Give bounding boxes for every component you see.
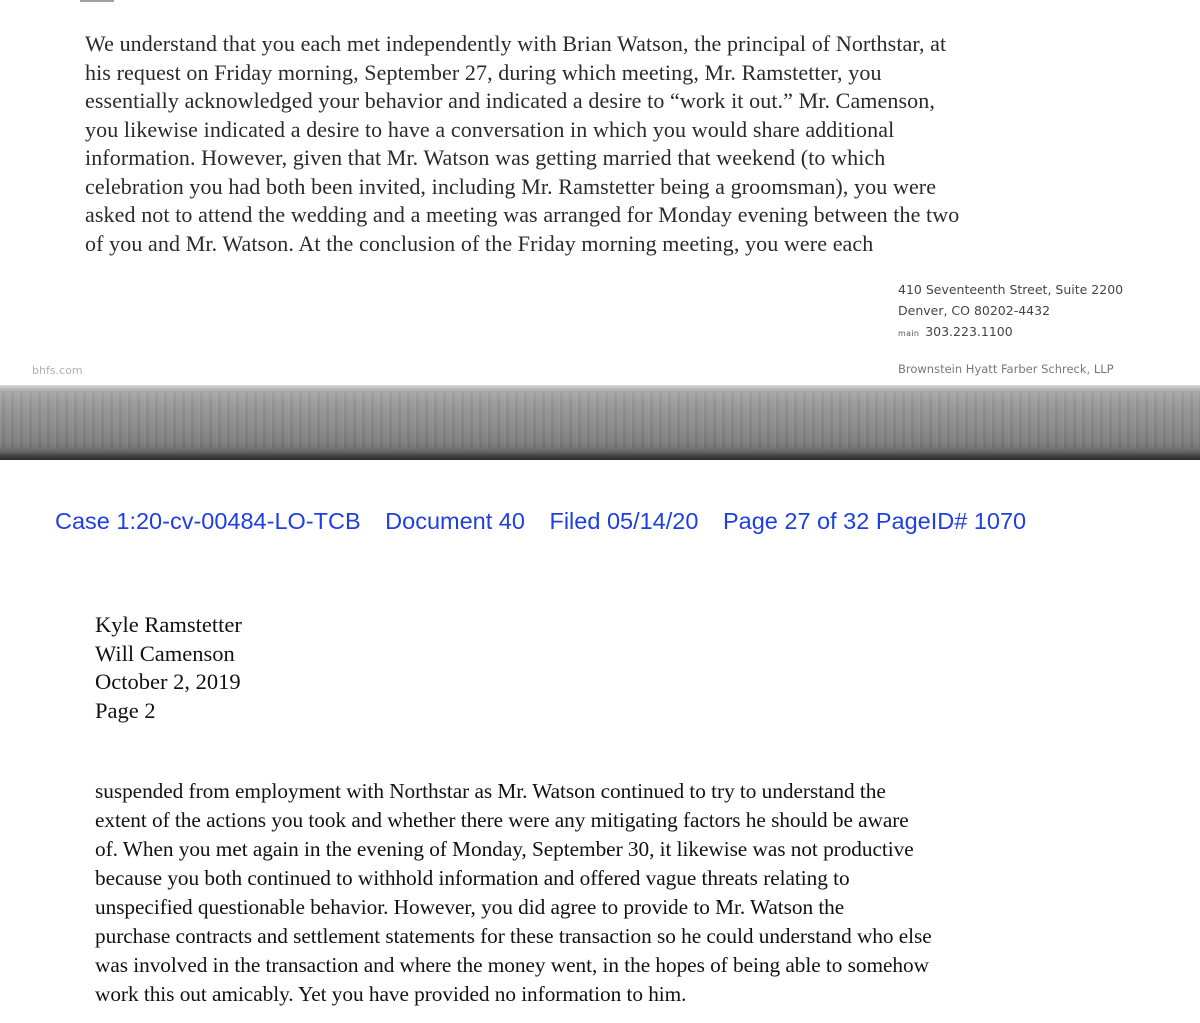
paragraph-line: because you both continued to withhold information and offered vague threats relating to <box>95 866 850 890</box>
firm-name: Brownstein Hyatt Farber Schreck, LLP <box>898 362 1114 376</box>
paragraph-line: We understand that you each met independently with Brian Watson, the principal of Northstar, at <box>85 31 947 56</box>
cropped-text-fragment <box>80 0 114 8</box>
case-filing-header <box>55 508 1026 535</box>
paragraph-line: unspecified questionable behavior. However, you did agree to provide to Mr. Watson the <box>95 895 845 919</box>
letter-page-number: Page 2 <box>95 697 156 723</box>
addressee-block <box>95 611 242 725</box>
addressee-name-1: Kyle Ramstetter <box>95 612 242 637</box>
paragraph-line: you likewise indicated a desire to have a conversation in which you would share additional <box>85 116 895 142</box>
case-number: Case 1:20-cv-00484-LO-TCB <box>55 508 361 534</box>
paragraph-line: asked not to attend the wedding and a meeting was arranged for Monday evening between the two <box>85 202 960 227</box>
paragraph-line: information. However, given that Mr. Watson was getting married that weekend (to which <box>85 145 886 170</box>
paragraph-line: work this out amicably. Yet you have provided no information to him. <box>95 982 687 1006</box>
paragraph-line: extent of the actions you took and whether there were any mitigating factors he should be aware <box>95 808 909 832</box>
current-page <box>0 460 1200 1023</box>
paragraph-line: of. When you met again in the evening of Monday, September 30, it likewise was not productive <box>95 837 914 861</box>
body-paragraph <box>95 777 932 1009</box>
paragraph-line: essentially acknowledged your behavior and indicated a desire to “work it out.” Mr. Camenson, <box>85 88 935 113</box>
address-street: 410 Seventeenth Street, Suite 2200 <box>898 282 1124 297</box>
scan-separator-band <box>0 385 1200 460</box>
main-label: main <box>898 329 920 338</box>
addressee-name-2: Will Camenson <box>95 640 235 666</box>
paragraph-line: purchase contracts and settlement statements for these transaction so he could understand who else <box>95 924 932 948</box>
letter-date: October 2, 2019 <box>95 669 241 694</box>
address-phone-line <box>898 321 1123 344</box>
top-paragraph <box>85 30 1085 258</box>
scan-noise <box>0 393 1200 449</box>
document-number: Document 40 <box>385 508 525 534</box>
firm-address <box>898 279 1123 344</box>
firm-website: bhfs.com <box>32 364 83 377</box>
paragraph-line: his request on Friday morning, September 27, during which meeting, Mr. Ramstetter, you <box>85 59 882 85</box>
page-info: Page 27 of 32 PageID# 1070 <box>722 508 1027 534</box>
previous-page-scan <box>0 0 1200 385</box>
paragraph-line: suspended from employment with Northstar as Mr. Watson continued to try to understand the <box>95 779 886 803</box>
address-city: Denver, CO 80202-4432 <box>898 303 1051 318</box>
phone-number: 303.223.1100 <box>925 324 1013 339</box>
paragraph-line: was involved in the transaction and where the money went, in the hopes of being able to somehow <box>95 953 929 977</box>
paragraph-line: celebration you had both been invited, including Mr. Ramstetter being a groomsman), you were <box>85 173 937 199</box>
filed-date: Filed 05/14/20 <box>549 508 699 534</box>
paragraph-line: of you and Mr. Watson. At the conclusion of the Friday morning meeting, you were each <box>85 230 874 256</box>
